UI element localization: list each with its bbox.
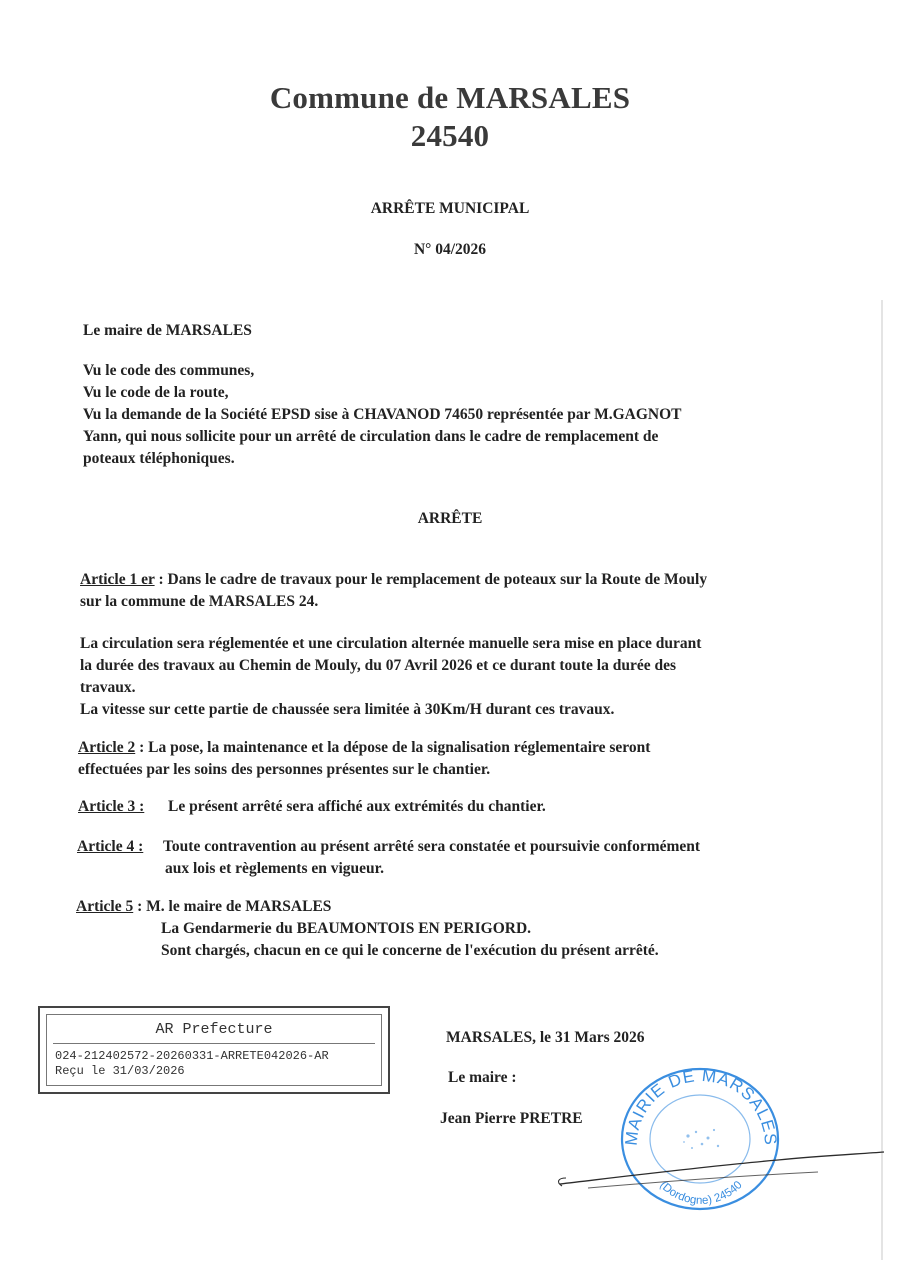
article-1-speed-limit: La vitesse sur cette partie de chaussée sera limitée à 30Km/H durant ces travaux.: [80, 701, 615, 718]
article-2-text: : La pose, la maintenance et la dépose de la signalisation réglementaire seront: [135, 739, 651, 756]
article-4-line2: aux lois et règlements en vigueur.: [165, 860, 384, 877]
article-5-line3: Sont chargés, chacun en ce qui le concerne de l'exécution du présent arrêté.: [161, 942, 659, 959]
article-5-line2: La Gendarmerie du BEAUMONTOIS EN PERIGORD.: [161, 920, 532, 937]
ar-prefecture-received: Reçu le 31/03/2026: [55, 1064, 185, 1078]
article-5-line1: [76, 898, 331, 916]
vu-demande-line3: poteaux téléphoniques.: [83, 450, 235, 467]
article-1-para2-line1: La circulation sera réglementée et une circulation alternée manuelle sera mise en place durant: [80, 635, 702, 652]
vu-code-route: Vu le code de la route,: [83, 384, 229, 401]
article-1-line1: [80, 571, 707, 589]
postal-code: 24540: [410, 118, 490, 153]
signature-stroke-2: [588, 1172, 818, 1188]
vu-code-communes: Vu le code des communes,: [83, 362, 255, 379]
article-2-line2: effectuées par les soins des personnes présentes sur le chantier.: [78, 761, 491, 778]
stamp-bottom-text: (Dordogne) 24540: [657, 1179, 745, 1207]
mayor-role: Le maire :: [448, 1069, 517, 1086]
ar-prefecture-title: AR Prefecture: [155, 1021, 273, 1038]
article-1-para2-line3: travaux.: [80, 679, 136, 696]
article-5-text: : M. le maire de MARSALES: [133, 898, 332, 915]
vu-demande-line1: Vu la demande de la Société EPSD sise à CHAVANOD 74650 représentée par M.GAGNOT: [83, 406, 682, 423]
mayor-line: Le maire de MARSALES: [83, 322, 252, 339]
article-2-line1: [78, 739, 650, 757]
ar-prefecture-separator: [53, 1043, 375, 1044]
ar-prefecture-inner: [46, 1014, 382, 1086]
place-date: MARSALES, le 31 Mars 2026: [446, 1029, 645, 1046]
article-3-label-wrap: [78, 798, 144, 816]
signature-stroke-3: [559, 1178, 566, 1186]
article-4-label: Article 4 :: [77, 838, 144, 855]
article-1-label: Article 1 er: [80, 571, 155, 588]
article-1-line2: sur la commune de MARSALES 24.: [80, 593, 319, 610]
mayor-signature: [548, 1116, 888, 1226]
article-3-text: Le présent arrêté sera affiché aux extrémités du chantier.: [168, 798, 546, 815]
signature-stroke-1: [560, 1152, 884, 1184]
article-3-label: Article 3 :: [78, 798, 145, 815]
mayor-name: Jean Pierre PRETRE: [440, 1110, 583, 1127]
ar-prefecture-box: [38, 1006, 390, 1094]
document-number: N° 04/2026: [413, 241, 487, 258]
stamp-ring-text: MAIRIE DE MARSALES: [621, 1066, 781, 1147]
ar-prefecture-id: 024-212402572-20260331-ARRETE042026-AR: [55, 1049, 329, 1063]
commune-title: Commune de MARSALES: [269, 80, 631, 115]
article-5-label: Article 5: [76, 898, 134, 915]
article-1-text: : Dans le cadre de travaux pour le remplacement de poteaux sur la Route de Mouly: [154, 571, 708, 588]
vu-demande-line2: Yann, qui nous sollicite pour un arrêté de circulation dans le cadre de remplacement de: [83, 428, 659, 445]
article-2-label: Article 2: [78, 739, 136, 756]
document-type: ARRÊTE MUNICIPAL: [370, 200, 530, 217]
article-4-label-wrap: [77, 838, 143, 856]
decree-heading: ARRÊTE: [417, 510, 483, 527]
article-1-para2-line2: la durée des travaux au Chemin de Mouly, du 07 Avril 2026 et ce durant toute la durée des: [80, 657, 677, 674]
article-4-line1: Toute contravention au présent arrêté sera constatée et poursuivie conformément: [163, 838, 701, 855]
